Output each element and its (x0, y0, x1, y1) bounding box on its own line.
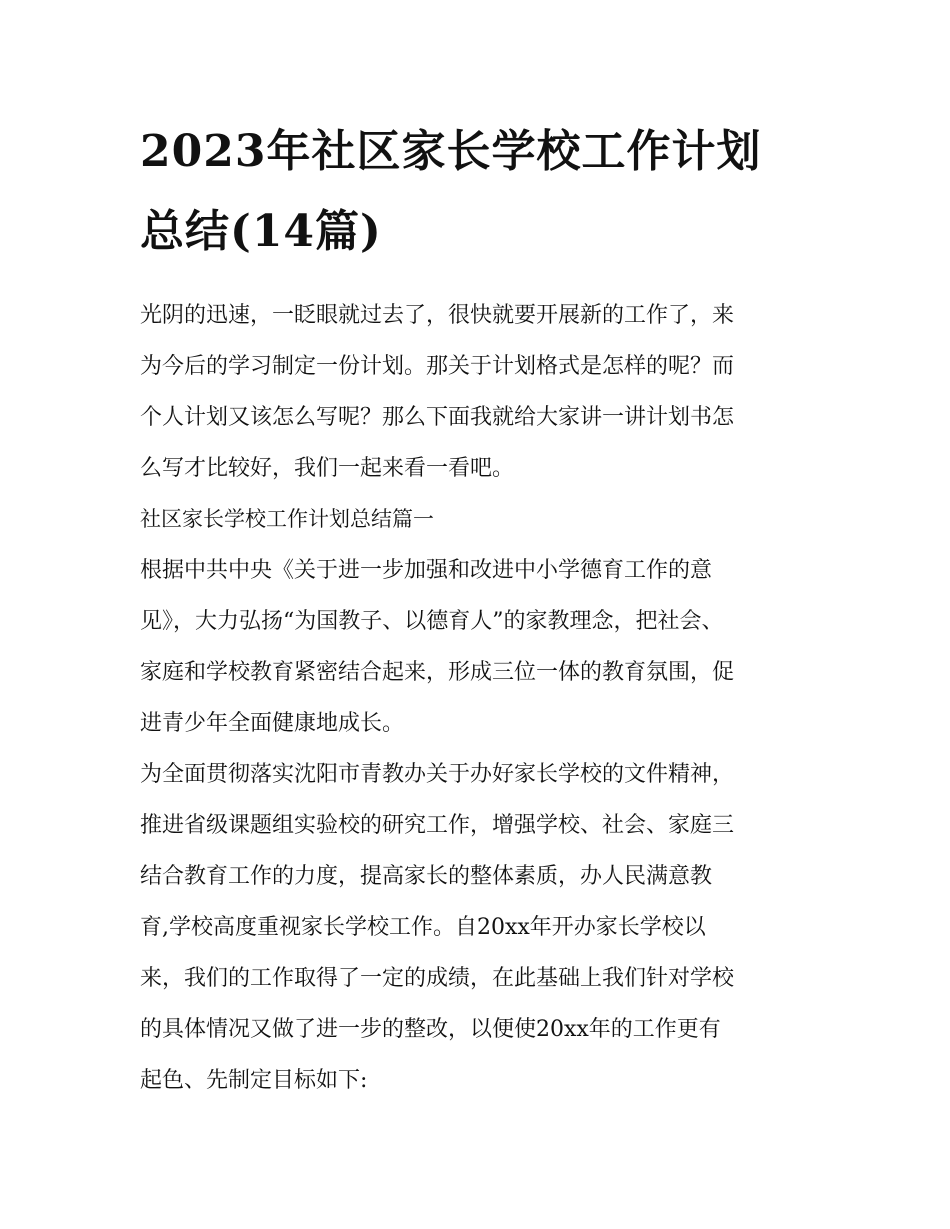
body-paragraph (140, 749, 820, 1106)
text-line: 推进省级课题组实验校的研究工作，增强学校、社会、家庭三 (140, 813, 735, 838)
text-line: 结合教育工作的力度，提高家长的整体素质，办人民满意教 (140, 864, 713, 889)
text-line: 起色、先制定目标如下: (140, 1068, 368, 1093)
section-heading: 社区家长学校工作计划总结篇一 (140, 507, 434, 531)
title-line: 总结(14篇) (140, 206, 382, 257)
body-paragraph (140, 545, 820, 749)
text-line: 为全面贯彻落实沈阳市青教办关于办好家长学校的文件精神， (140, 762, 735, 787)
document-page (140, 112, 820, 1106)
text-line: 家庭和学校教育紧密结合起来，形成三位一体的教育氛围，促 (140, 660, 735, 685)
text-line: 么写才比较好，我们一起来看一看吧。 (140, 456, 515, 481)
text-line: 来，我们的工作取得了一定的成绩，在此基础上我们针对学校 (140, 966, 735, 991)
text-line: 个人计划又该怎么写呢？那么下面我就给大家讲一讲计划书怎 (140, 405, 735, 430)
text-line: 为今后的学习制定一份计划。那关于计划格式是怎样的呢？而 (140, 354, 735, 379)
text-line: 的具体情况又做了进一步的整改，以便使20xx年的工作更有 (140, 1017, 721, 1042)
title-line: 2023年社区家长学校工作计划 (140, 126, 762, 177)
text-line: 见》，大力弘扬“为国教子、以德育人”的家教理念，把社会、 (140, 609, 724, 634)
text-line: 育,学校高度重视家长学校工作。自20xx年开办家长学校以 (140, 915, 706, 940)
text-line: 根据中共中央《关于进一步加强和改进中小学德育工作的意 (140, 558, 713, 583)
text-line: 光阴的迅速，一眨眼就过去了，很快就要开展新的工作了，来 (140, 303, 735, 328)
intro-paragraph (140, 290, 820, 494)
text-line: 进青少年全面健康地成长。 (140, 711, 405, 736)
document-body (140, 290, 820, 1106)
document-title (140, 112, 820, 272)
